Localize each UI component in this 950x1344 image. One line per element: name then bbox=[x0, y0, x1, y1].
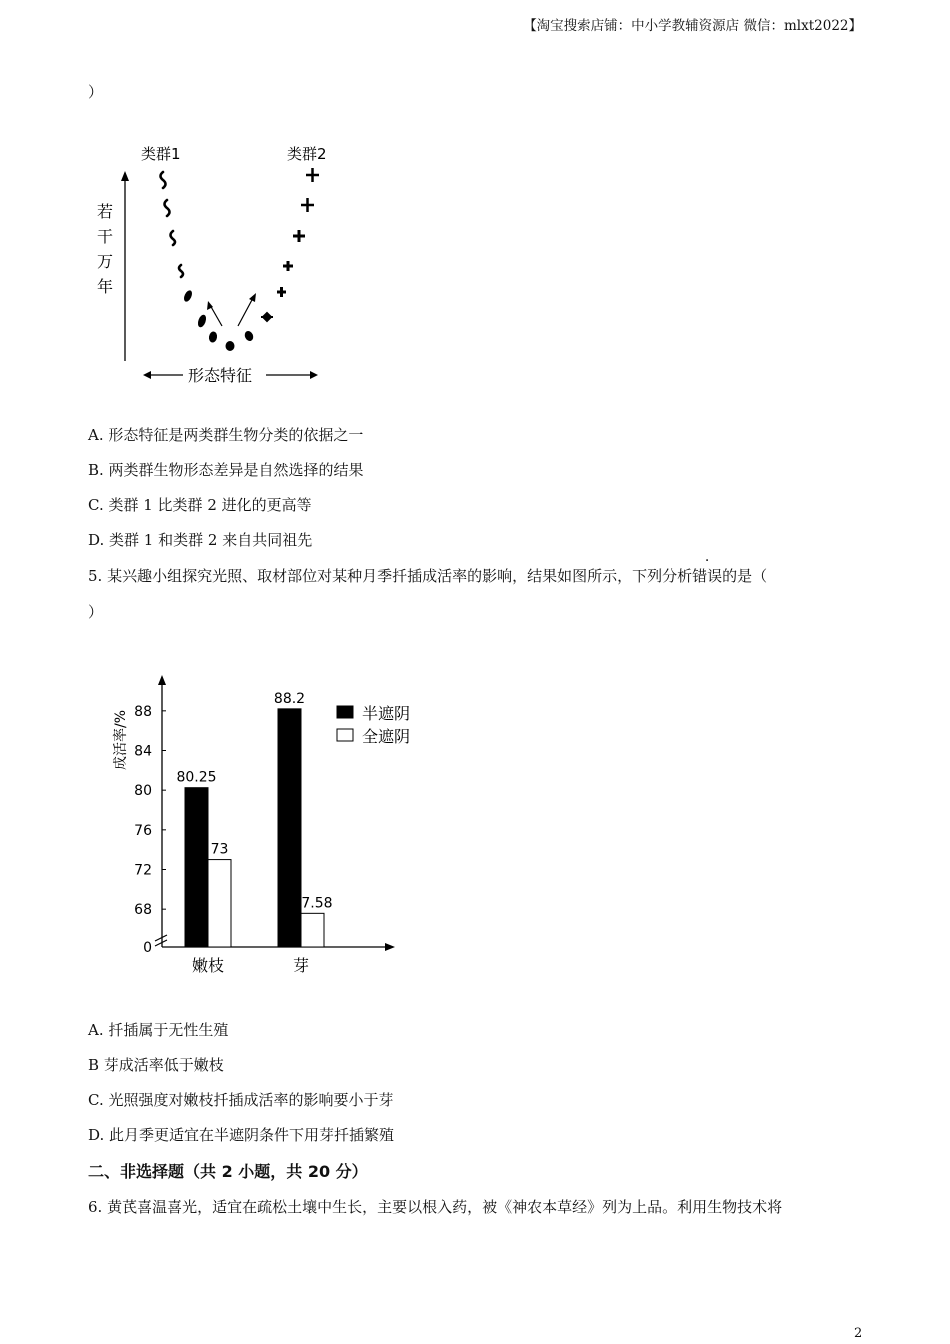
y-axis-char: 若 bbox=[97, 202, 114, 221]
group1-label: 类群1 bbox=[141, 145, 181, 163]
q5-option-b: B 芽成活率低于嫩枝 bbox=[88, 1056, 224, 1074]
y-tick-label: 76 bbox=[134, 822, 152, 839]
bar-value-label: 67.58 bbox=[292, 895, 333, 912]
q5-option-c: C. 光照强度对嫩枝扦插成活率的影响要小于芽 bbox=[88, 1091, 394, 1109]
y-axis-char: 万 bbox=[97, 252, 114, 271]
bar bbox=[301, 913, 324, 947]
bar bbox=[208, 860, 231, 947]
q4-stem-tail: ） bbox=[88, 83, 104, 101]
y-axis-label: 成活率/% bbox=[113, 709, 129, 771]
q5-stem-tail: ） bbox=[88, 603, 104, 621]
q5-emphasis: 错误 bbox=[692, 567, 723, 585]
q5-option-d: D. 此月季更适宜在半遮阴条件下用芽扦插繁殖 bbox=[88, 1126, 395, 1144]
page-number: 2 bbox=[854, 1326, 863, 1341]
y-tick-label: 88 bbox=[134, 703, 152, 720]
legend-swatch bbox=[337, 706, 353, 718]
evolution-figure bbox=[85, 135, 355, 395]
y-axis-char: 干 bbox=[97, 227, 114, 246]
legend-label: 全遮阴 bbox=[362, 727, 411, 746]
y-tick-label: 0 bbox=[143, 940, 152, 956]
page-header: 【淘宝搜索店铺：中小学教辅资源店 微信：mlxt2022】 bbox=[523, 18, 862, 34]
x-category-label: 嫩枝 bbox=[191, 956, 225, 975]
bar-value-label: 80.25 bbox=[176, 769, 217, 786]
q4-option-d: D. 类群 1 和类群 2 来自共同祖先 bbox=[88, 531, 313, 549]
x-axis-arrow bbox=[385, 943, 395, 951]
y-tick-label: 84 bbox=[134, 743, 152, 760]
y-tick-label: 80 bbox=[134, 783, 152, 800]
x-axis-label: 形态特征 bbox=[188, 366, 253, 385]
q6-stem: 6. 黄芪喜温喜光，适宜在疏松土壤中生长，主要以根入药，被《神农本草经》列为上品。利用生物技术将 bbox=[88, 1198, 783, 1216]
q4-option-b: B. 两类群生物形态差异是自然选择的结果 bbox=[88, 461, 364, 479]
q5-stem-end: 的是（ bbox=[722, 567, 768, 585]
q4-option-c: C. 类群 1 比类群 2 进化的更高等 bbox=[88, 496, 312, 514]
q5-stem bbox=[88, 566, 767, 586]
legend-label: 半遮阴 bbox=[362, 704, 411, 723]
q4-option-a: A. 形态特征是两类群生物分类的依据之一 bbox=[88, 426, 364, 444]
y-tick-label: 68 bbox=[134, 902, 152, 919]
survival-rate-chart bbox=[105, 665, 435, 980]
y-axis-char: 年 bbox=[97, 277, 114, 296]
y-tick-label: 72 bbox=[134, 862, 152, 879]
y-axis-arrow bbox=[158, 675, 166, 685]
axis-break-mark bbox=[155, 935, 167, 946]
q5-stem-text: 5. 某兴趣小组探究光照、取材部位对某种月季扦插成活率的影响，结果如图所示，下列分析 bbox=[88, 567, 693, 585]
section-title: 二、非选择题（共 2 小题，共 20 分） bbox=[88, 1162, 368, 1181]
legend-swatch bbox=[337, 729, 353, 741]
x-category-label: 芽 bbox=[292, 956, 310, 975]
bar-value-label: 73 bbox=[210, 841, 229, 858]
group2-label: 类群2 bbox=[287, 145, 327, 163]
q5-option-a: A. 扦插属于无性生殖 bbox=[88, 1021, 229, 1039]
bar bbox=[185, 788, 208, 947]
bar-value-label: 88.2 bbox=[273, 690, 306, 707]
